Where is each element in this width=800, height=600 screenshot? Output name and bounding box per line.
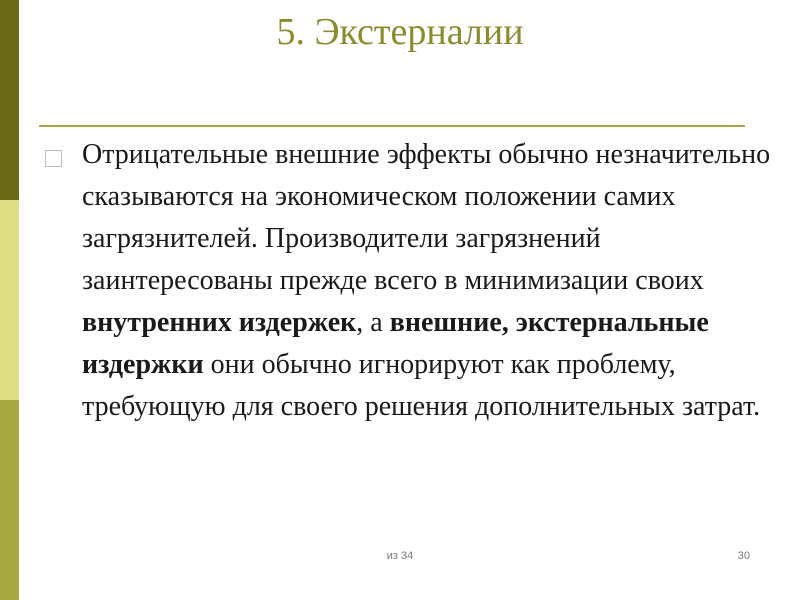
side-bar-segment-light bbox=[0, 200, 19, 400]
body-bold-internal-costs: внутренних издержек bbox=[82, 307, 357, 338]
bullet-square-icon bbox=[45, 150, 62, 167]
title-divider bbox=[39, 125, 745, 127]
bullet-text bbox=[82, 134, 794, 428]
page-number: 30 bbox=[737, 550, 750, 562]
body-text-part3: они обычно игнорируют как проблему, требующую для своего решения дополнительных затрат. bbox=[82, 349, 761, 422]
body-bold-external-costs: внешние, экстернальные издержки bbox=[82, 307, 709, 380]
page-total-label: из 34 bbox=[386, 550, 414, 562]
side-bar-segment-dark bbox=[0, 0, 19, 200]
body-text-part1: Отрицательные внешние эффекты обычно незначительно сказываются на экономическом положении самих загрязнителей. Производители загрязнений заинтересованы прежде всего в минимизации своих bbox=[82, 139, 771, 296]
body-text-part2: , а bbox=[356, 307, 390, 338]
slide-title: 5. Экстерналии bbox=[276, 11, 524, 53]
side-decor-bar bbox=[0, 0, 19, 600]
side-bar-segment-mid bbox=[0, 400, 19, 600]
